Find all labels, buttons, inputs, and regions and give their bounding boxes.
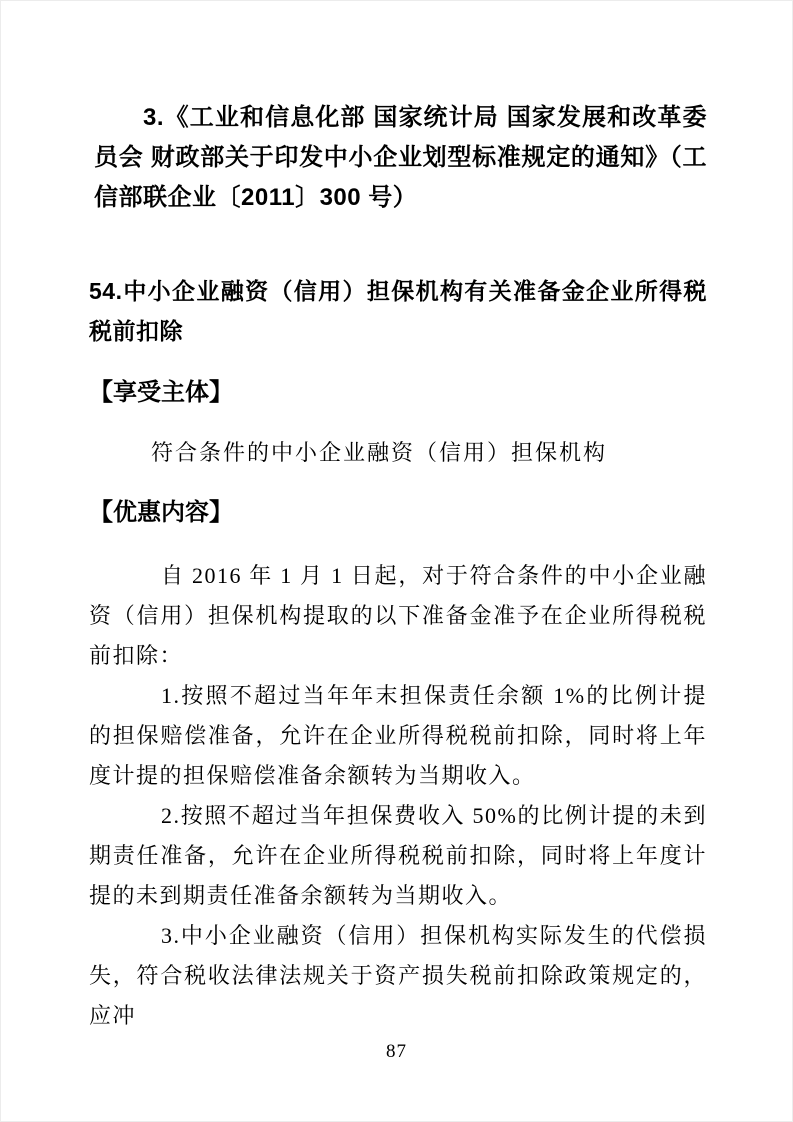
beneficiary-section-label: 【享受主体】 [89, 379, 233, 406]
benefit-item-2-paragraph: 2.按照不超过当年担保费收入 50%的比例计提的未到期责任准备，允许在企业所得税税前扣除，同时将上年度计提的未到期责任准备余额转为当期收入。 [89, 803, 707, 908]
benefit-intro-paragraph: 自 2016 年 1 月 1 日起，对于符合条件的中小企业融资（信用）担保机构提取的以下准备金准予在企业所得税税前扣除： [89, 563, 707, 668]
page-footer [1, 1041, 792, 1063]
page-number: 87 [386, 1041, 407, 1062]
beneficiary-text: 符合条件的中小企业融资（信用）担保机构 [151, 440, 608, 465]
benefit-section-label: 【优惠内容】 [89, 499, 233, 526]
benefit-item-3-paragraph: 3.中小企业融资（信用）担保机构实际发生的代偿损失，符合税收法律法规关于资产损失税前扣除政策规定的，应冲 [89, 923, 707, 1028]
benefit-item-1-paragraph: 1.按照不超过当年年末担保责任余额 1%的比例计提的担保赔偿准备，允许在企业所得税税前扣除，同时将上年度计提的担保赔偿准备余额转为当期收入。 [89, 683, 707, 788]
item-54-heading: 54.中小企业融资（信用）担保机构有关准备金企业所得税税前扣除 [89, 278, 707, 344]
reference-item-3: 3.《工业和信息化部 国家统计局 国家发展和改革委员会 财政部关于印发中小企业划型标准规定的通知》（工信部联企业〔2011〕300 号） [94, 104, 707, 211]
